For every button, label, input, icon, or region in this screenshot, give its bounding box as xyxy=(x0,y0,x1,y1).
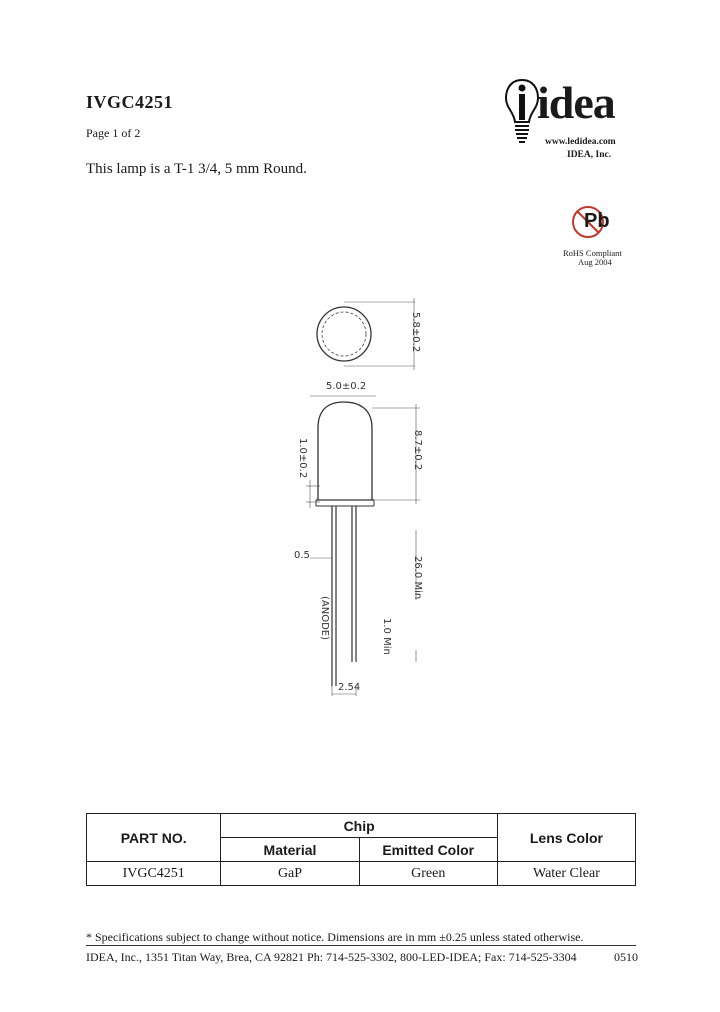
col-emitted-header: Emitted Color xyxy=(359,838,497,862)
footer-code: 0510 xyxy=(614,950,638,964)
rohs-label: RoHS Compliant xyxy=(563,248,622,258)
table-row xyxy=(87,862,636,886)
page-indicator: Page 1 of 2 xyxy=(86,126,141,140)
dim-lens-diameter: 5.0±0.2 xyxy=(326,381,367,392)
col-lens-header: Lens Color xyxy=(497,814,635,862)
cell-emitted: Green xyxy=(359,862,497,886)
dim-lead-length: 26.0 Min xyxy=(412,556,423,600)
rohs-symbol: Pb xyxy=(584,210,610,232)
cell-material: GaP xyxy=(221,862,359,886)
cell-part: IVGC4251 xyxy=(87,862,221,886)
dim-lens-height: 8.7±0.2 xyxy=(412,430,423,471)
part-number-title: IVGC4251 xyxy=(86,92,174,112)
spec-table xyxy=(86,813,636,886)
spec-note: * Specifications subject to change without notice. Dimensions are in mm ±0.25 unless stated otherwise. xyxy=(86,930,584,944)
dim-anode-label: (ANODE) xyxy=(319,596,330,641)
col-material-header: Material xyxy=(221,838,359,862)
cell-lens: Water Clear xyxy=(497,862,635,886)
lamp-description: This lamp is a T-1 3/4, 5 mm Round. xyxy=(86,161,307,177)
logo-wordmark: idea xyxy=(537,77,615,128)
dim-pitch: 2.54 xyxy=(338,682,361,693)
dim-lead-width: 0.5 xyxy=(294,550,310,561)
dim-flange: 1.0±0.2 xyxy=(297,438,308,479)
footer-divider xyxy=(86,945,636,946)
col-chip-header: Chip xyxy=(221,814,497,838)
col-part-header: PART NO. xyxy=(87,814,221,862)
logo-url: www.ledidea.com xyxy=(545,137,616,147)
led-dimension-drawing xyxy=(280,290,440,700)
dim-lead-min: 1.0 Min xyxy=(381,618,392,655)
footer-address: IDEA, Inc., 1351 Titan Way, Brea, CA 92821 Ph: 714-525-3302, 800-LED-IDEA; Fax: 714-525-3304 xyxy=(86,950,577,964)
dim-top-diameter: 5.8±0.2 xyxy=(410,312,421,353)
logo-company: IDEA, Inc. xyxy=(567,150,612,160)
rohs-date: Aug 2004 xyxy=(578,257,612,267)
